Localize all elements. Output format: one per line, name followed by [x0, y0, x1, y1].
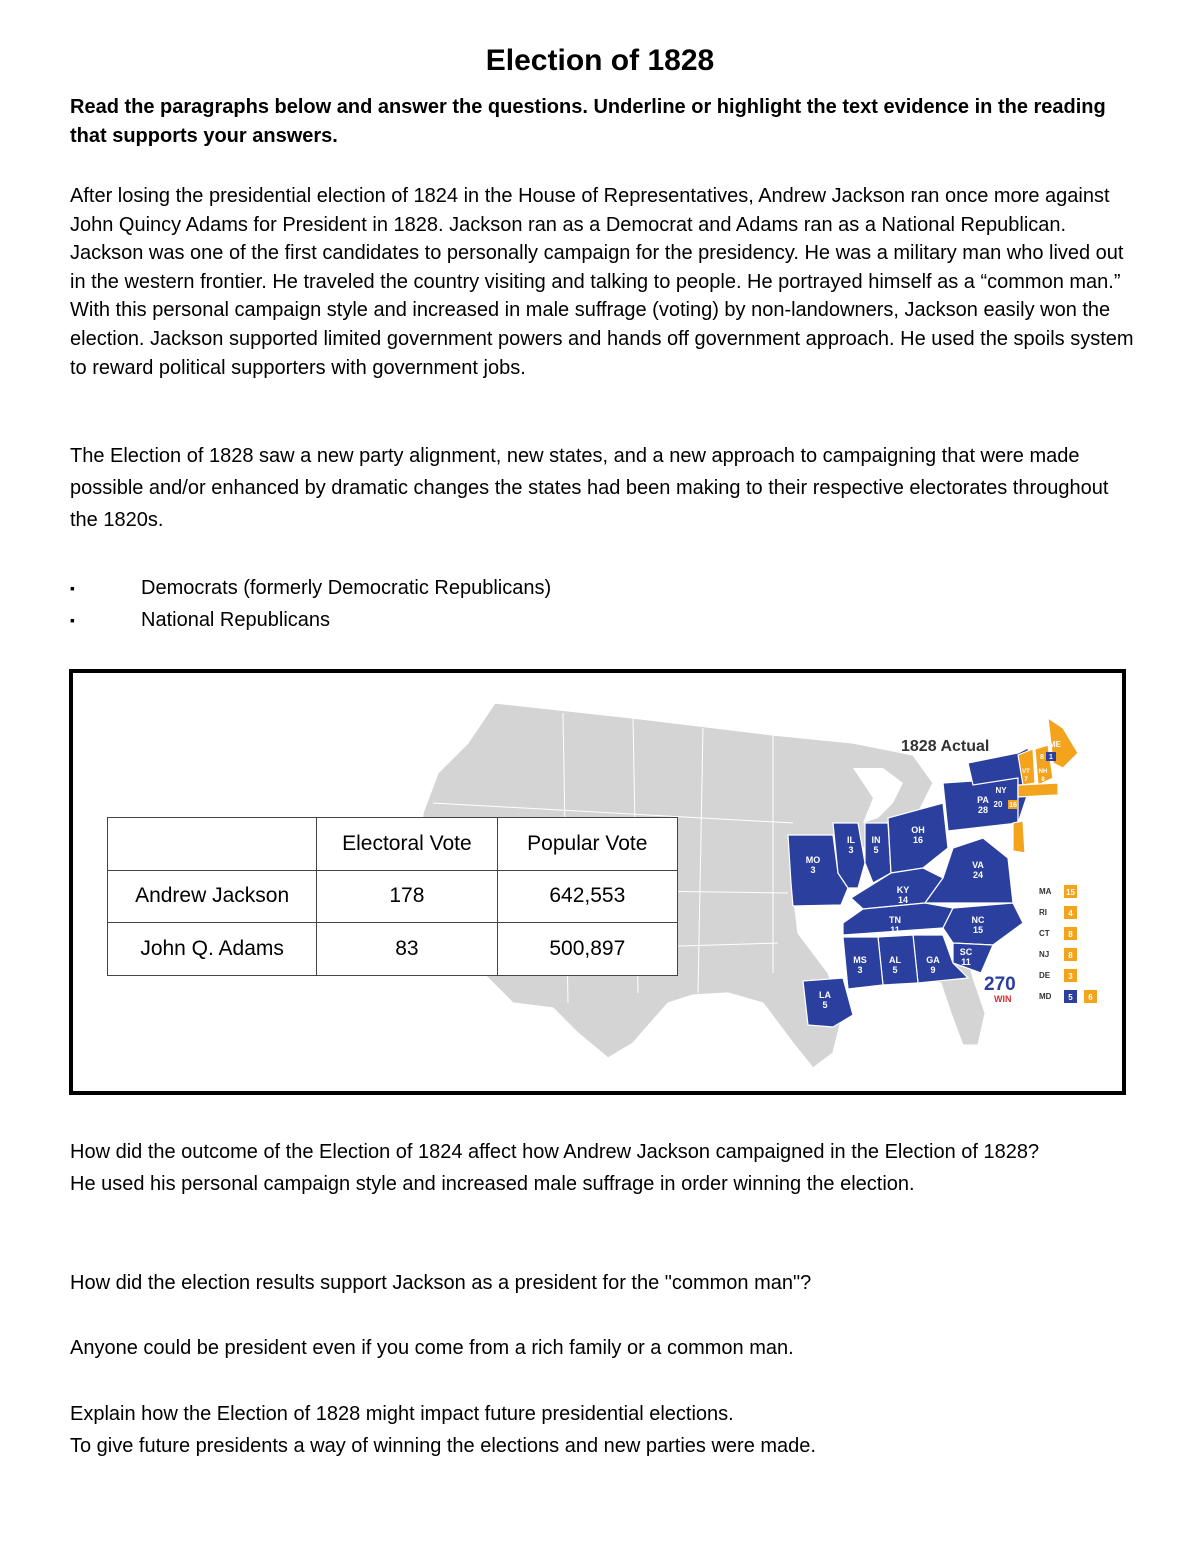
answer-text: Anyone could be president even if you come from a rich family or a common man.	[70, 1337, 794, 1359]
table-header-row	[108, 818, 678, 871]
state-votes-ga: 9	[930, 965, 936, 975]
state-label-ky: KY	[896, 885, 910, 895]
ny-label: NY	[995, 786, 1007, 795]
table-header-blank	[108, 818, 317, 871]
bullet-icon: ▪	[70, 612, 75, 628]
state-votes-mo: 3	[810, 865, 816, 875]
adams-vote-value: 15	[1066, 888, 1075, 897]
list-item-text: Democrats (formerly Democratic Republicans)	[141, 577, 552, 599]
state-votes-al: 5	[892, 965, 898, 975]
question-text: Explain how the Election of 1828 might impact future presidential elections.	[70, 1403, 734, 1425]
table-header-electoral: Electoral Vote	[317, 818, 497, 871]
intro-paragraph: After losing the presidential election of 1824 in the House of Representatives, Andrew Jackson ran once more against John Quincy Adams for President in 1828. Jackson ran as a Democrat and Adams ran as a National Republican. Jackson was one of the first candidates to personally campaign for the presidency. He was a military man who lived out in the western frontier. He traveled the country visiting and talking to people. He portrayed himself as a “common man.” With this personal campaign style and increased in male suffrage (voting) by non-landowners, Jackson easily won the election. Jackson supported limited government powers and hands off government approach. He used the spoils system to reward political supporters with government jobs.	[70, 185, 1134, 379]
list-item-text: National Republicans	[141, 609, 331, 631]
state-label-sc: SC	[959, 947, 973, 957]
table-row	[108, 870, 678, 923]
me-adams-votes: 8	[1040, 754, 1044, 761]
page-title: Election of 1828	[485, 44, 715, 77]
state-LA	[803, 978, 853, 1027]
me-jackson-votes: 1	[1049, 754, 1053, 761]
small-state-label: NJ	[1039, 950, 1050, 959]
small-state-label: DE	[1039, 971, 1051, 980]
state-votes-sc: 11	[961, 957, 971, 967]
state-label-in: IN	[871, 835, 881, 845]
ny-jackson-votes: 20	[993, 800, 1003, 809]
adams-vote-value: 4	[1068, 909, 1073, 918]
state-votes-pa: 28	[977, 805, 989, 815]
state-votes-la: 5	[822, 1000, 828, 1010]
table-header-popular: Popular Vote	[497, 818, 677, 871]
logo-word: WIN	[994, 994, 1012, 1004]
state-label-nc: NC	[971, 915, 985, 925]
270towin-logo	[984, 974, 1016, 1004]
question-text: How did the election results support Jackson as a president for the "common man"?	[70, 1272, 812, 1294]
table-row	[108, 923, 678, 976]
state-label-pa: PA	[977, 795, 989, 805]
state-votes-il: 3	[848, 845, 854, 855]
state-label-il: IL	[847, 835, 855, 845]
election-map-figure	[69, 669, 1126, 1095]
candidate-name: John Q. Adams	[108, 923, 317, 976]
state-votes-in: 5	[873, 845, 879, 855]
state-label-ms: MS	[853, 955, 867, 965]
vt-label: VT	[1022, 769, 1030, 775]
state-label-mo: MO	[805, 855, 821, 865]
question-block-3	[70, 1398, 1130, 1462]
jackson-vote-value: 5	[1068, 993, 1073, 1002]
popular-vote: 500,897	[497, 923, 677, 976]
question-block-1	[70, 1136, 1130, 1200]
state-votes-nc: 15	[972, 925, 984, 935]
small-state-label: RI	[1039, 908, 1047, 917]
answer-text: He used his personal campaign style and increased male suffrage in order winning the election.	[70, 1173, 915, 1195]
answer-text: To give future presidents a way of winning the elections and new parties were made.	[70, 1435, 816, 1457]
small-state-label: MA	[1039, 887, 1052, 896]
adams-vote-value: 8	[1068, 930, 1073, 939]
candidate-name: Andrew Jackson	[108, 870, 317, 923]
ny-adams-votes: 16	[1009, 802, 1017, 809]
electoral-vote: 83	[317, 923, 497, 976]
answer-block-2	[70, 1332, 1130, 1364]
state-label-oh: OH	[911, 825, 925, 835]
popular-vote: 642,553	[497, 870, 677, 923]
state-label-la: LA	[819, 990, 831, 1000]
nh-votes: 8	[1041, 777, 1045, 783]
state-votes-va: 24	[972, 870, 984, 880]
state-votes-ky: 14	[897, 895, 909, 905]
results-table	[107, 817, 678, 976]
electoral-vote: 178	[317, 870, 497, 923]
question-block-2	[70, 1267, 1130, 1299]
adams-vote-value: 8	[1068, 951, 1073, 960]
party-paragraph: The Election of 1828 saw a new party alignment, new states, and a new approach to campaigning that were made possible and/or enhanced by dramatic changes the states had been making to their respective electorates throughout the 1820s.	[70, 445, 1109, 531]
map-title: 1828 Actual	[901, 738, 990, 755]
state-label-ga: GA	[926, 955, 940, 965]
bullet-icon: ▪	[70, 580, 75, 596]
state-votes-oh: 16	[912, 835, 924, 845]
state-label-al: AL	[889, 955, 901, 965]
state-votes-tn: 11	[890, 925, 900, 935]
state-NJ-map	[1013, 821, 1025, 853]
adams-states	[1013, 718, 1078, 853]
small-state-label: CT	[1039, 929, 1050, 938]
state-label-va: VA	[972, 860, 984, 870]
me-label: ME	[1049, 740, 1061, 749]
small-state-legend	[1039, 885, 1097, 1003]
adams-vote-value: 3	[1068, 972, 1073, 981]
state-MA-map	[1018, 783, 1058, 797]
nh-label: NH	[1038, 769, 1048, 775]
vt-votes: 7	[1024, 777, 1028, 783]
state-label-tn: TN	[889, 915, 901, 925]
question-text: How did the outcome of the Election of 1824 affect how Andrew Jackson campaigned in the Election of 1828?	[70, 1141, 1040, 1163]
adams-vote-value: 6	[1088, 993, 1093, 1002]
small-state-label: MD	[1039, 992, 1052, 1001]
instructions: Read the paragraphs below and answer the questions. Underline or highlight the text evidence in the reading that supports your answers.	[70, 96, 1106, 147]
state-votes-ms: 3	[857, 965, 863, 975]
logo-number: 270	[984, 974, 1016, 995]
